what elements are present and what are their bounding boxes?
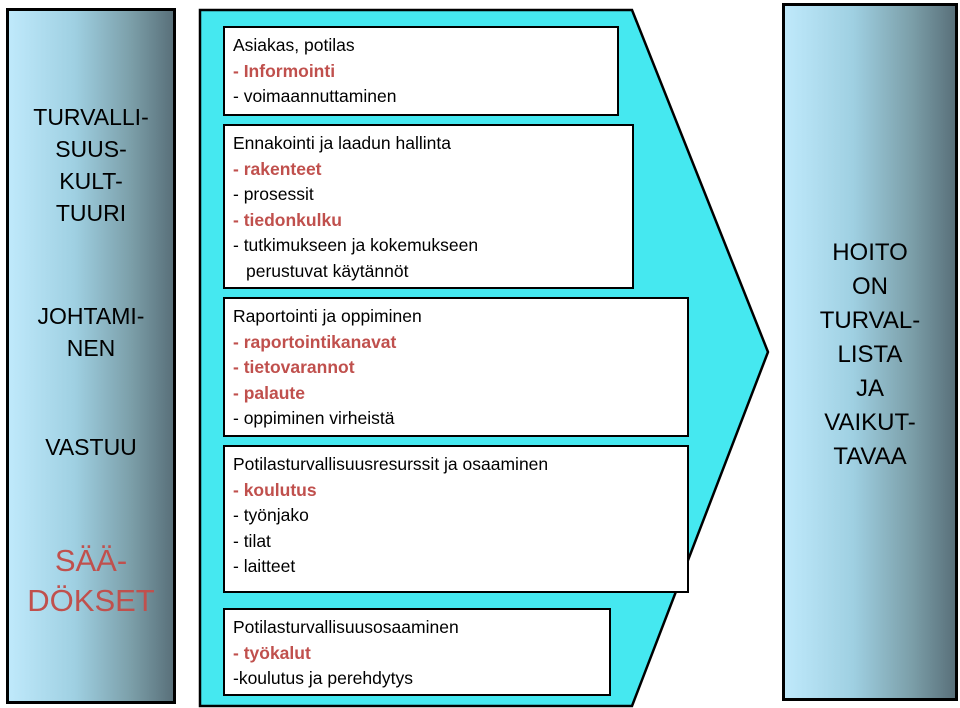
box-safety-competence <box>223 608 611 696</box>
box-title: Ennakointi ja laadun hallinta <box>233 133 451 153</box>
regulations-label: SÄÄ- DÖKSET <box>27 543 155 618</box>
outcome-label: HOITO ON TURVAL- LISTA JA VAIKUT- TAVAA <box>819 239 921 470</box>
list-item: - tilat <box>233 530 271 551</box>
responsibility-label: VASTUU <box>45 434 137 460</box>
list-item: - prosessit <box>233 184 314 204</box>
leadership-label: JOHTAMI- NEN <box>37 303 145 361</box>
box-resources-competence <box>223 445 689 593</box>
box-client-patient <box>223 26 619 116</box>
list-item: - voimaannuttaminen <box>233 86 397 106</box>
list-item: - työnjako <box>233 505 309 525</box>
box-title: Potilasturvallisuusosaaminen <box>233 617 459 637</box>
right-pillar <box>782 3 958 701</box>
safety-culture-label: TURVALLI- SUUS- KULT- TUURI <box>33 104 149 226</box>
list-item: - palaute <box>233 382 305 403</box>
list-item: - oppiminen virheistä <box>233 408 395 428</box>
list-item: -koulutus ja perehdytys <box>233 668 413 688</box>
list-item: - rakenteet <box>233 158 322 179</box>
box-anticipation-quality <box>223 124 634 289</box>
left-pillar <box>6 8 176 704</box>
box-title: Potilasturvallisuusresurssit ja osaaminen <box>233 454 549 474</box>
list-item: - koulutus <box>233 479 317 500</box>
box-title: Asiakas, potilas <box>233 35 355 55</box>
box-reporting-learning <box>223 297 689 437</box>
box-title: Raportointi ja oppiminen <box>233 306 422 326</box>
list-item: - Informointi <box>233 60 336 81</box>
list-item: - työkalut <box>233 642 311 663</box>
list-item: - raportointikanavat <box>233 331 397 352</box>
list-item: - laitteet <box>233 556 296 576</box>
list-item: - tiedonkulku <box>233 209 342 230</box>
list-item: - tietovarannot <box>233 357 355 377</box>
list-item: - tutkimukseen ja kokemukseen perustuvat käytännöt <box>233 235 479 281</box>
